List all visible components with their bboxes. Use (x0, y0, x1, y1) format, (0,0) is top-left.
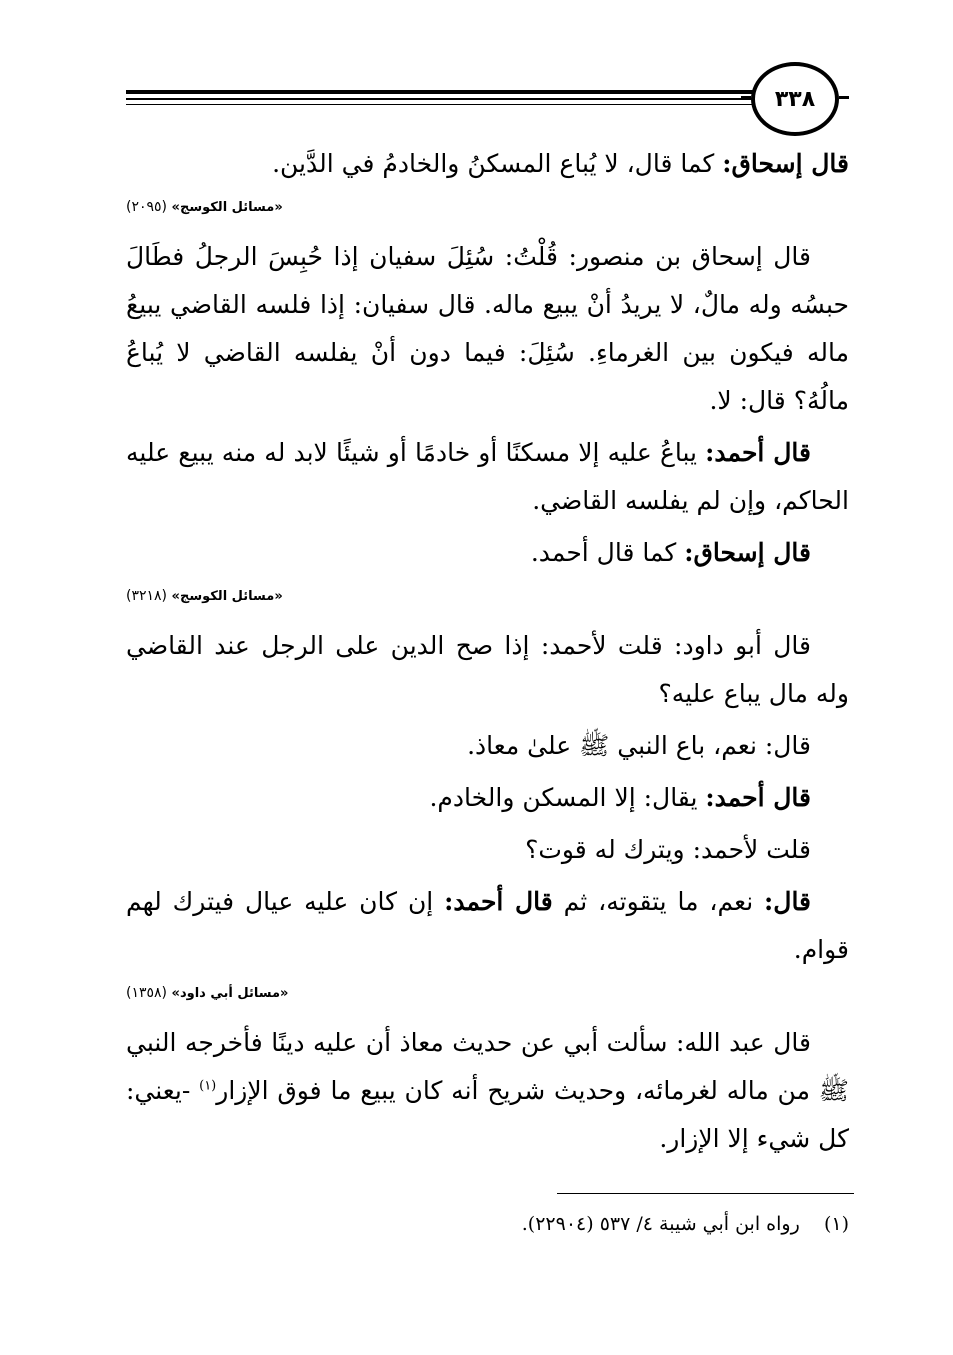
source-title: «مسائل أبي داود» (171, 986, 289, 1001)
source-number: (٣٢١٨) (126, 588, 168, 604)
paragraph (126, 774, 849, 822)
page-header (126, 60, 849, 132)
paragraph (126, 826, 849, 874)
paragraph-text: قال: نعم، باع النبي ﷺ علىٰ معاذ. (467, 731, 811, 760)
page-number: ٣٣٨ (751, 62, 839, 136)
paragraph-text: قال عبد الله: سألت أبي عن حديث معاذ أن عليه دينًا فأخرجه النبي ﷺ من ماله لغرمائه، وحديث شريح أنه كان يبيع ما فوق الإزار (126, 1028, 850, 1105)
paragraph-text: كما قال أحمد. (530, 538, 685, 567)
paragraph (126, 529, 849, 577)
speaker-label: قال أحمد: (444, 887, 553, 916)
paragraph-text: -يعني: كل شيء إلا الإزار. (126, 1076, 849, 1153)
footnote-marker: (١) (823, 1213, 849, 1235)
speaker-label: قال أحمد: (705, 783, 811, 812)
header-rule (126, 90, 753, 94)
paragraph-text: قال إسحاق بن منصور: قُلْتُ: سُئِلَ سفيان إذا حُبِسَ الرجلُ فطَالَ حبسُه وله مالٌ، لا يريدُ أنْ يبيع ماله. قال سفيان: إذا فلسه القاضي يبيعُ ماله فيكون بين الغرماءِ. سُئِلَ: فيما دون أنْ يفلسه القاضي لا يُباعُ مالُهُ؟ قال: لا. (126, 242, 849, 415)
paragraph (126, 140, 849, 188)
source-title: «مسائل الكوسج» (171, 589, 283, 604)
paragraph (126, 429, 849, 525)
speaker-label: قال: (764, 887, 812, 916)
footnote-reference: (١) (199, 1078, 217, 1094)
paragraph (126, 1019, 849, 1163)
source-citation (126, 585, 849, 608)
footnote-divider (557, 1193, 854, 1194)
speaker-label: قال إسحاق: (684, 538, 811, 567)
header-rule (126, 98, 753, 100)
paragraph (126, 233, 849, 425)
source-citation (126, 982, 849, 1005)
source-title: «مسائل الكوسج» (171, 200, 283, 215)
paragraph-text: قلت لأحمد: ويترك له قوت؟ (525, 835, 811, 864)
footnote (126, 1206, 849, 1242)
footnote-text: رواه ابن أبي شيبة ٤/ ٥٣٧ (٢٢٩٠٤). (521, 1213, 800, 1235)
paragraph-text: كما قال، لا يُباع المسكنُ والخادمُ في الدَّين. (272, 149, 723, 178)
paragraph (126, 722, 849, 770)
paragraph-text: إن كان عليه عيال فيترك لهم قوام. (126, 887, 849, 964)
paragraph-text: يباعُ عليه إلا مسكنًا أو خادمًا أو شيئًا لابد له منه يبيع عليه الحاكم، وإن لم يفلسه القاضي. (126, 438, 849, 515)
paragraph-text: يقال: إلا المسكن والخادم. (429, 783, 706, 812)
main-text (126, 140, 849, 1163)
source-number: (١٣٥٨) (126, 985, 168, 1001)
paragraph-text: قال أبو داود: قلت لأحمد: إذا صح الدين على الرجل عند القاضي وله مال يباع عليه؟ (126, 631, 849, 708)
paragraph (126, 878, 849, 974)
speaker-label: قال أحمد: (705, 438, 811, 467)
paragraph (126, 622, 849, 718)
source-number: (٢٠٩٥) (126, 199, 168, 215)
paragraph-text: نعم، ما يتقوته، ثم (552, 887, 765, 916)
speaker-label: قال إسحاق: (722, 149, 849, 178)
source-citation (126, 196, 849, 219)
header-rule (126, 104, 753, 105)
